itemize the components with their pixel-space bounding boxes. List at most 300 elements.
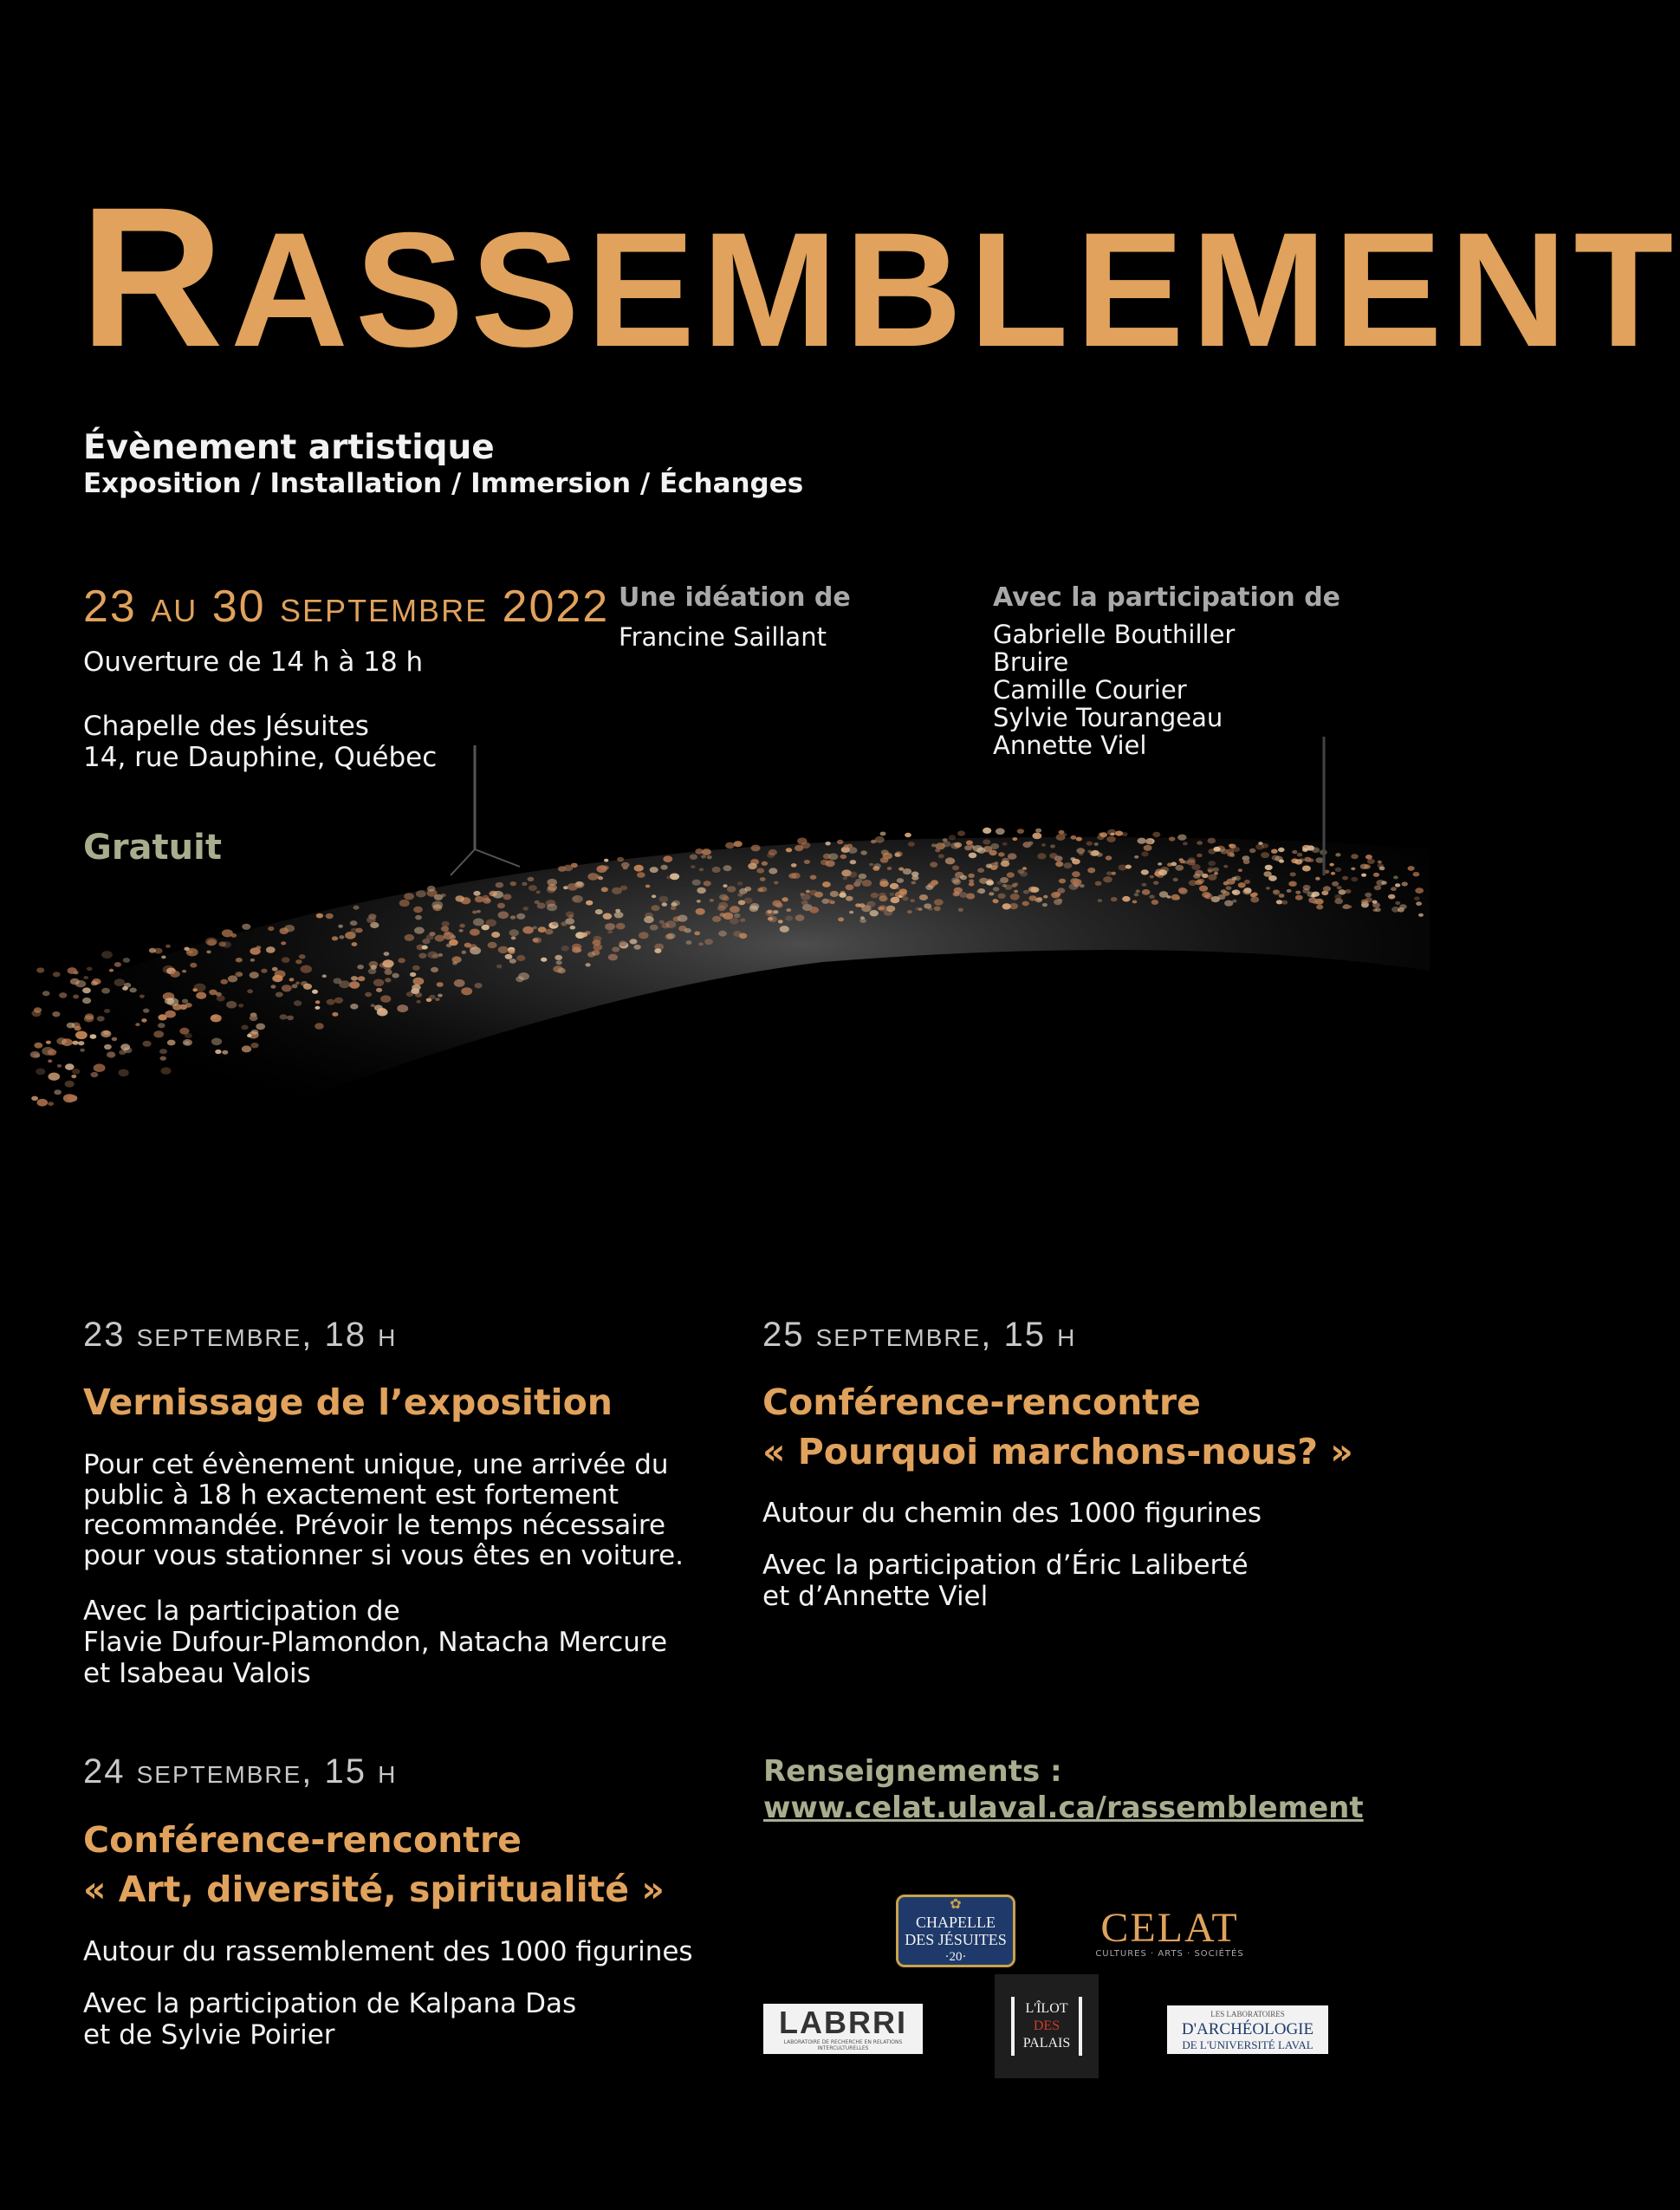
figurine [48,1060,52,1063]
figurine [556,960,562,965]
event-type: Évènement artistique [83,428,495,467]
figurine [496,882,504,888]
figurine [998,894,1006,899]
figurine [945,857,955,864]
figurine [365,992,372,998]
figurine [547,904,557,912]
figurine [427,886,436,892]
figurine [1094,842,1099,846]
figurine [1149,875,1153,879]
figurine [1010,894,1020,900]
logo-text: ·20· [944,1950,967,1964]
figurine [1022,901,1029,907]
participant-name: Annette Viel [993,731,1147,760]
figurine [1335,853,1340,856]
figurine [398,958,405,963]
info-heading: Renseignements : [763,1754,1062,1789]
figurine [860,850,866,855]
figurine [505,954,513,959]
figurine [250,959,256,962]
figurine [327,999,335,1005]
figurine [1378,861,1382,864]
figurine [780,926,789,933]
figurine [1294,859,1302,864]
figurine [880,857,889,863]
participant-name: Sylvie Tourangeau [993,703,1223,732]
event-participants [83,1596,667,1689]
figurine [1381,881,1386,884]
poster-title: RASSEMBLEMENT [80,166,1680,388]
figurine [54,1089,62,1095]
figurine [1413,872,1420,876]
figurine [570,926,576,930]
figurine [522,926,534,934]
figurine [161,1067,172,1074]
figurine [91,1072,99,1077]
figurine [294,1000,302,1006]
text-line: public à 18 h exactement est fortement [83,1479,619,1511]
figurine [809,890,817,896]
figurine [1152,832,1160,837]
figurine [503,894,511,900]
figurine [528,877,535,881]
figurine [477,910,481,913]
ideation-heading: Une idéation de [619,582,851,613]
figurine [572,896,578,900]
figurine [422,946,428,950]
figurine [482,925,490,931]
figurine [830,891,839,897]
figurine [432,953,439,959]
event-title [762,1378,1353,1477]
figurine [593,944,602,951]
figurine [406,991,413,997]
figurine [806,890,810,894]
event-title [83,1378,613,1427]
figurine [1197,841,1203,845]
figurine [786,908,791,912]
logo-text: CHAPELLE [916,1914,996,1931]
figurine [49,1073,61,1081]
figurine [412,965,420,971]
figurine [1315,877,1320,881]
figurine [1292,850,1297,854]
figurine [934,899,944,906]
figurine [859,874,867,880]
figurine [587,873,598,881]
figurine [1289,881,1297,887]
figurine [511,936,516,939]
figurine [87,967,93,972]
figurine [663,855,672,862]
figurine [697,887,706,894]
figurine [464,943,471,948]
figurine [1072,871,1080,877]
figurine [73,995,79,999]
figurine [723,865,732,871]
figurine [48,1050,57,1056]
figurine [295,982,300,985]
figurine [1134,893,1139,896]
figurine [614,912,624,918]
figurine [516,913,525,920]
figurine [1059,830,1065,835]
figurine [843,877,847,881]
figurine [312,990,318,994]
figurine [159,1049,167,1054]
figurine [46,1041,51,1044]
figurine [42,991,50,996]
figurine [586,900,593,906]
figurine [801,894,810,900]
figurine [516,955,525,961]
figurine [165,945,171,948]
figurine [472,911,477,914]
figurine [1227,852,1233,856]
figurine [619,940,626,946]
figurine [279,927,289,934]
figurine [399,900,410,907]
figurine [536,891,541,894]
figurine [143,1009,149,1013]
figurine [1144,845,1152,851]
figurine [760,877,766,881]
figurine [1361,901,1369,907]
figurine [357,965,364,969]
figurine [908,842,915,847]
figurine [322,974,327,978]
figurine [1329,863,1333,867]
figurine [952,865,959,870]
figurine [774,881,778,885]
figurine [165,1011,176,1018]
archeologie-laval-logo [1167,2005,1328,2054]
figurine [497,903,505,908]
event-title-line: Vernissage de l’exposition [83,1381,613,1423]
figurine [170,971,179,978]
figurine [1043,895,1048,899]
figurine [57,1064,62,1068]
figurine [734,841,743,847]
figurine [1132,900,1138,904]
figurine [918,907,923,911]
figurine [80,1049,85,1052]
figurine [230,933,237,938]
figurine [1100,832,1108,837]
figurine [791,863,797,868]
figurine [454,979,465,987]
figurine [853,881,860,887]
figurine [1001,861,1009,867]
figurine [1208,869,1213,873]
figurine [889,893,894,896]
event-title-line: Conférence-rencontre [83,1819,522,1861]
figurine [74,1026,81,1031]
figurine [757,887,763,892]
figurine [1316,905,1323,910]
event-title [83,1816,665,1914]
figurine [1125,865,1132,869]
figurine [1070,857,1075,861]
event-title-line: « Art, diversité, spiritualité » [83,1869,665,1910]
figurine [949,835,957,840]
figurine [1342,876,1348,881]
figurine [969,882,975,887]
figurine [48,1102,54,1106]
figurine [1050,844,1055,848]
figurine [184,947,189,951]
figurine [281,941,286,945]
figurine [848,872,857,878]
figurine [925,885,933,890]
figurine [1331,872,1335,875]
figurine [1158,862,1162,866]
figurine [161,956,165,959]
figurine [492,891,503,899]
figurine [880,832,886,836]
figurine [809,907,819,913]
event-title-line: Conférence-rencontre [762,1381,1201,1423]
figurine [1335,868,1342,872]
figurine [431,901,443,909]
figurine [380,995,391,1003]
figurine [368,913,376,920]
figurine [1415,887,1424,894]
figurine [983,839,990,844]
figurine [862,880,872,887]
figurine [349,981,360,989]
figurine [376,988,382,992]
figurine [1224,900,1233,907]
figurine [509,959,516,964]
figurine [996,829,1005,835]
figurine [153,1030,164,1037]
figurine [1391,887,1397,891]
figurine [924,903,931,908]
figurine [32,1010,42,1017]
figurine [1238,882,1246,887]
figurine [1268,875,1277,881]
figurine [976,890,981,894]
figurine [707,855,712,859]
figurine [315,1000,321,1004]
figurine [1223,881,1229,886]
figurine [1158,869,1167,875]
figurine [496,965,502,969]
figurine [1302,848,1308,853]
figurine [413,907,423,913]
figurine [943,838,948,842]
figurine [910,899,915,902]
celat-logo [1083,1904,1256,1959]
figurine [555,955,562,960]
figurine [990,843,999,849]
logo-text: LES LABORATOIRES [1210,2010,1285,2018]
figurine [1202,874,1208,878]
figurine [1388,894,1395,900]
figurine [1071,835,1077,840]
figurine [1243,860,1250,865]
figurine [666,876,671,880]
event-participants [83,1988,576,2051]
figurine [462,951,467,954]
figurine [1208,874,1216,881]
figurine [837,840,844,844]
figurine [179,1004,187,1010]
figurine [568,883,578,891]
figurine [250,947,260,955]
figurine [1345,889,1351,894]
figurine [1173,878,1178,881]
figurine [612,887,622,894]
ideation-name: Francine Saillant [619,622,827,652]
figurine [748,863,757,869]
figurine [268,926,274,931]
figurine [587,952,595,957]
figurine [671,906,677,910]
info-link[interactable]: www.celat.ulaval.ca/rassemblement [763,1791,1364,1825]
figurine [966,894,975,900]
figurine [1002,903,1011,909]
figurine [1372,900,1378,904]
figurine [1087,868,1095,873]
figurine [730,918,739,925]
figurine [332,1012,338,1017]
figurine [251,1030,259,1035]
figurine [194,984,206,992]
figurine [739,888,748,894]
figurine [1351,854,1359,859]
figurine [1175,865,1184,871]
figurine [1351,868,1355,871]
figurine [190,963,197,968]
figurine [650,925,658,931]
figurine [1367,859,1375,864]
figurine [416,890,426,897]
venue-name: Chapelle des Jésuites [83,711,369,742]
figurine [725,842,735,848]
figurine [1079,852,1084,855]
event-description [83,1450,684,1571]
figurine [1171,862,1177,867]
tripod-leg [451,849,475,875]
figurine [351,976,358,981]
figurine [82,998,91,1004]
figurine [661,923,670,929]
figurine [1297,853,1303,857]
figurine [875,836,885,843]
figurine [712,916,721,922]
participant-name: Camille Courier [993,675,1187,705]
figurine [250,1015,258,1021]
figurine [107,1051,116,1057]
figurine [846,884,854,890]
figurine [701,855,706,858]
figurine [823,854,831,859]
figurine [256,1024,265,1030]
figurine [70,978,80,985]
figurine [1191,864,1200,870]
figurine [1106,871,1112,875]
figurine [1136,890,1140,894]
figurine [418,953,426,959]
figurine [1090,851,1098,856]
figurine [738,900,745,906]
figurine [849,911,853,914]
figurine [34,1043,42,1049]
figurine [879,905,888,911]
figurine [104,1009,110,1013]
figurine [261,969,267,973]
figurine [250,972,259,978]
figurine [452,962,457,965]
figurine [1111,897,1118,901]
figurine [1057,887,1065,893]
figurine [67,1023,75,1029]
figurine [303,984,312,990]
figurine [354,906,360,910]
text-line: recommandée. Prévoir le temps nécessaire [83,1510,666,1541]
figurine [1193,874,1200,879]
figurine [699,868,704,872]
figurine [1232,900,1236,903]
figurine [911,881,917,885]
figurine [850,860,857,864]
figurine [1095,881,1102,886]
figurine [1063,862,1072,868]
figurine [351,928,359,933]
figurine [488,942,497,949]
figurine [65,1063,75,1069]
figurine [222,941,231,948]
figurine [250,1043,258,1048]
figurine [518,972,529,980]
figurine [977,868,984,873]
figurine [236,958,243,963]
figurine [712,867,721,873]
figurine [339,980,350,988]
figurine [1188,857,1196,862]
figurine [1226,886,1232,890]
figurine [1056,834,1066,841]
figurine [1054,855,1063,861]
figurine [53,972,61,977]
text-line: et Isabeau Valois [83,1658,311,1689]
figurine [595,909,603,914]
figurine [782,897,788,901]
figurine [75,1031,88,1040]
figurine [103,1030,109,1035]
figurine [350,920,358,926]
figurine [1141,851,1148,856]
figurine [778,920,783,923]
figurine [522,882,527,886]
figurine [702,848,711,855]
figurine [1023,890,1029,894]
figurine [797,838,807,845]
figurine [1122,896,1130,902]
figurine [717,906,726,912]
figurine [444,933,455,940]
ilot-des-palais-logo [995,1974,1099,2078]
figurine [1290,872,1296,876]
figurine [350,1004,358,1010]
figurine [860,916,865,920]
figurine [879,893,886,898]
figurine [768,917,774,921]
figurine [405,934,414,941]
figurine [1197,854,1203,858]
